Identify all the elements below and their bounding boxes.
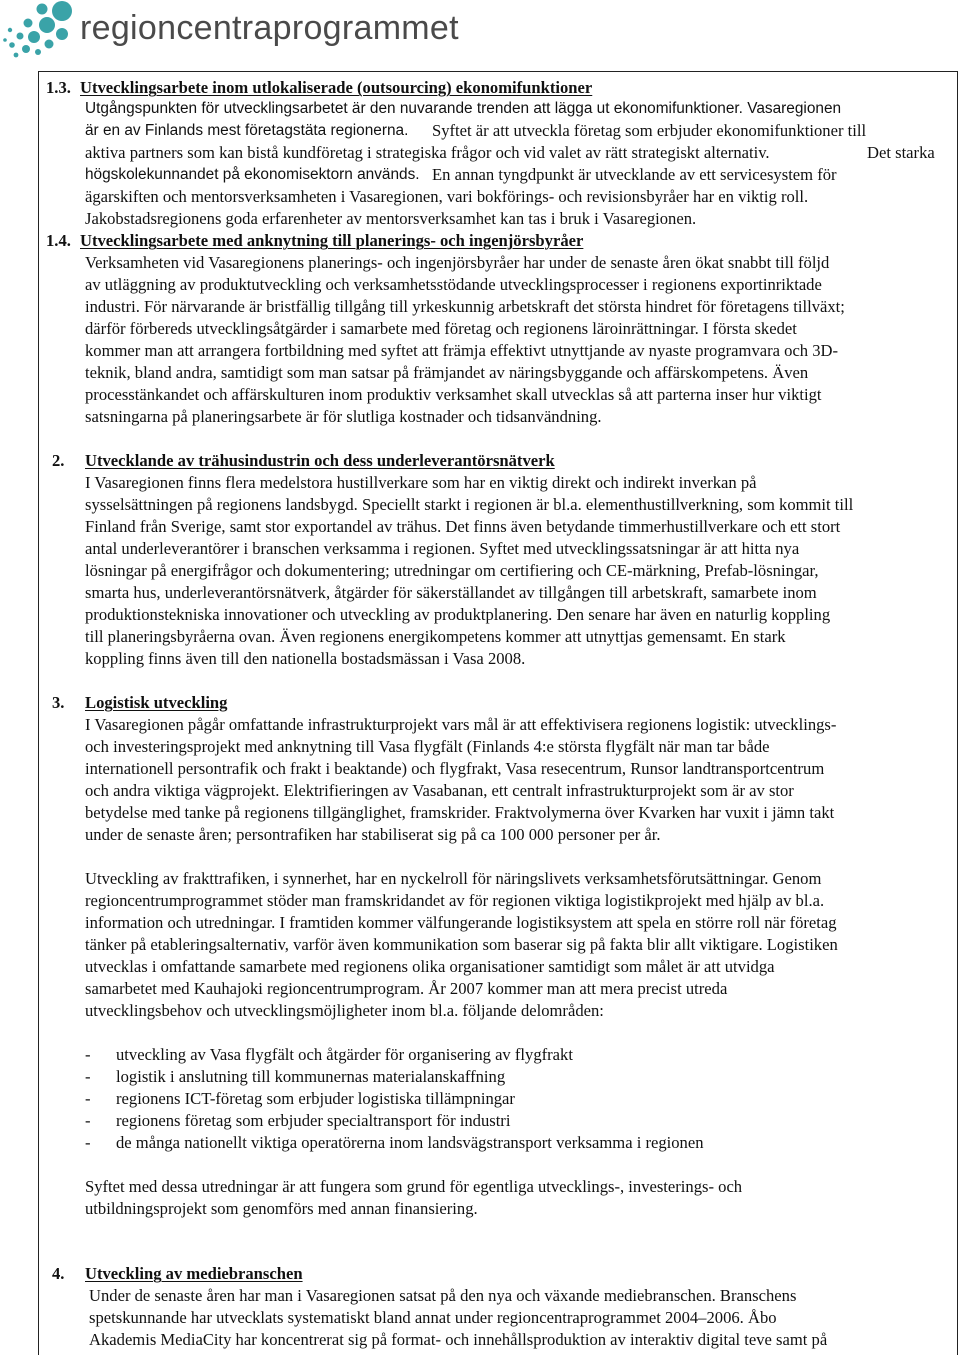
paragraph-line: samarbetet med Kauhajoki regioncentrumprogram. År 2007 kommer man att mera precist utreda xyxy=(85,979,728,998)
section-number: 3. xyxy=(52,693,65,712)
paragraph-line: och andra viktiga vägprojekt. Elektrifieringen av Vasabanan, ett centralt infrastrukturprojekt som är av stor xyxy=(85,781,794,800)
paragraph-line: högskolekunnandet på ekonomisektorn används. xyxy=(85,166,420,183)
paragraph-line: av utläggning av produktutveckling och verksamhetsstödande utvecklingsprocesser i regionens exportinriktade xyxy=(85,275,822,294)
paragraph-line: under de senaste åren; persontrafiken har stabiliserat sig på ca 100 000 personer per år. xyxy=(85,825,661,844)
paragraph-line: ägarskiften och mentorsverksamheten i Vasaregionen, vari bokförings- och revisionsbyråer har en viktig roll. xyxy=(85,187,809,206)
paragraph-line: processtänkandet och affärskulturen inom produktiv verksamhet skall utvecklas så att parterna inser hur viktigt xyxy=(85,385,822,404)
paragraph-line: Syftet är att utveckla företag som erbjuder ekonomifunktioner till xyxy=(432,121,867,140)
paragraph-line: Verksamheten vid Vasaregionens planerings- och ingenjörsbyråer har under de senaste åren ökat snabbt till följd xyxy=(85,253,830,272)
paragraph-line: information och utredningar. I framtiden kommer välfungerande logistiksystem att spela en större roll när företag xyxy=(85,913,837,932)
section-number: 4. xyxy=(52,1264,65,1283)
paragraph-line: utvecklingsbehov och utvecklingsmöjligheter inom bl.a. följande delområden: xyxy=(85,1001,604,1020)
list-item: de många nationellt viktiga operatörerna inom landsvägstransport verksamma i regionen xyxy=(116,1133,704,1152)
paragraph-line: betydelse med tanke på regionens tillgänglighet, framskrider. Fraktvolymerna över Kvarken har vuxit i jämn takt xyxy=(85,803,835,822)
paragraph-line: till planeringsbyråerna ovan. Även regionens energikompetens kommer att utnyttjas gemensamt. En stark xyxy=(85,627,786,646)
section-number: 2. xyxy=(52,451,65,470)
bullet-marker: - xyxy=(85,1111,91,1130)
bullet-marker: - xyxy=(85,1045,91,1064)
paragraph-line: kommer man att arrangera fortbildning med syftet att främja effektivt utnyttjande av nyaste programvara och 3D- xyxy=(85,341,839,360)
paragraph-line: produktionstekniska innovationer och utveckling av produktplanering. Den senare har även en naturlig koppling xyxy=(85,605,831,624)
paragraph-line: koppling finns även till den nationella bostadsmässan i Vasa 2008. xyxy=(85,649,526,668)
list-item: logistik i anslutning till kommunernas materialanskaffning xyxy=(116,1067,506,1086)
paragraph-line: Syftet med dessa utredningar är att fungera som grund för egentliga utvecklings-, investerings- och xyxy=(85,1177,743,1196)
page-header xyxy=(0,0,960,62)
paragraph-line: Utgångspunkten för utvecklingsarbetet är den nuvarande trenden att lägga ut ekonomifunktioner. Vasaregionen xyxy=(85,100,842,117)
paragraph-line: Akademis MediaCity har koncentrerat sig på format- och innehållsproduktion av interaktiv digital teve samt på xyxy=(89,1330,828,1349)
list-item: utveckling av Vasa flygfält och åtgärder för organisering av flygfrakt xyxy=(116,1045,573,1064)
paragraph-line: Finland från Sverige, samt stor exportandel av trähus. Det finns även betydande timmerhustillverkare och ett stort xyxy=(85,517,841,536)
paragraph-line: därför förbereds utvecklingsåtgärder i samarbete med företag och regionens läroinrättningar. I första skedet xyxy=(85,319,797,338)
section-heading: Utveckling av mediebranschen xyxy=(85,1264,303,1283)
bullet-marker: - xyxy=(85,1133,91,1152)
paragraph-line: lösningar på energifrågor och dokumentering; utredningar om certifiering och CE-märkning, Prefab-lösningar, xyxy=(85,561,819,580)
bullet-marker: - xyxy=(85,1089,91,1108)
paragraph-line: teknik, bland andra, samtidigt som man satsar på främjandet av näringsbyggande och affärskompetens. Även xyxy=(85,363,809,382)
paragraph-line: smarta hus, underleverantörsnätverk, åtgärder för säkerställandet av tillgången till arbetskraft, samarbete inom xyxy=(85,583,817,602)
paragraph-line: internationell persontrafik och frakt i beaktande) och flygfrakt, Vasa resecentrum, Runsor landtransportcentrum xyxy=(85,759,825,778)
bullet-marker: - xyxy=(85,1067,91,1086)
section-number: 1.3. xyxy=(46,78,71,97)
logo-wordmark: regioncentraprogrammet xyxy=(80,9,459,47)
section-heading: Utvecklingsarbete med anknytning till planerings- och ingenjörsbyråer xyxy=(80,231,584,250)
paragraph-line: spetskunnande har utvecklats systematiskt bland annat under regioncentraprogrammet 2004–2006. Åbo xyxy=(89,1308,777,1327)
list-item: regionens ICT-företag som erbjuder logistiska tillämpningar xyxy=(116,1089,515,1108)
section-heading: Utvecklande av trähusindustrin och dess underleverantörsnätverk xyxy=(85,451,555,470)
paragraph-line: tänker på etableringsalternativ, varför även kommunikation som baserar sig på fakta blir allt viktigare. Logistiken xyxy=(85,935,838,954)
paragraph-line: är en av Finlands mest företagstäta regionerna. xyxy=(85,122,409,139)
paragraph-line: I Vasaregionen finns flera medelstora hustillverkare som har en viktig direkt och indirekt inverkan på xyxy=(85,473,757,492)
paragraph-line: Under de senaste åren har man i Vasaregionen satsat på den nya och växande mediebranschen. Branschens xyxy=(89,1286,797,1305)
paragraph-line: Utveckling av frakttrafiken, i synnerhet, har en nyckelroll för näringslivets verksamhetsförutsättningar. Genom xyxy=(85,869,822,888)
section-heading: Logistisk utveckling xyxy=(85,693,228,712)
paragraph-line: utbildningsprojekt som genomförs med annan finansiering. xyxy=(85,1199,478,1218)
list-item: regionens företag som erbjuder specialtransport för industri xyxy=(116,1111,511,1130)
paragraph-line: aktiva partners som kan bistå kundföretag i strategiska frågor och vid valet av rätt strategiskt alternativ. xyxy=(85,143,770,162)
paragraph-line: och investeringsprojekt med anknytning till Vasa flygfält (Finlands 4:e största flygfält när man tar både xyxy=(85,737,770,756)
paragraph-line: En annan tyngdpunkt är utvecklande av ett servicesystem för xyxy=(432,165,837,184)
paragraph-line: regioncentrumprogrammet stöder man framskridandet av för regionen viktiga logistikprojekt med hjälp av bl.a. xyxy=(85,891,825,910)
paragraph-line: utvecklas i omfattande samarbete med regionens olika organisationer samtidigt som målet är att utvidga xyxy=(85,957,775,976)
paragraph-line: I Vasaregionen pågår omfattande infrastrukturprojekt vars mål är att effektivisera regionens logistik: utvecklings- xyxy=(85,715,837,734)
paragraph-line: industri. För närvarande är bristfällig tillgång till yrkeskunnig arbetskraft det största hindret för företagens tillväxt; xyxy=(85,297,845,316)
section-number: 1.4. xyxy=(46,231,71,250)
section-heading: Utvecklingsarbete inom utlokaliserade (outsourcing) ekonomifunktioner xyxy=(80,78,593,97)
paragraph-line: satsningarna på planeringsarbete är för slutliga kostnader och tidsanvändning. xyxy=(85,407,602,426)
paragraph-line: antal underleverantörer i branschen verksamma i regionen. Syftet med utvecklingssatsningar är att hitta nya xyxy=(85,539,800,558)
paragraph-line: sysselsättningen på regionens landsbygd. Speciellt starkt i regionen är bl.a. elementhustillverkning, som kommit till xyxy=(85,495,854,514)
paragraph-line: Jakobstadsregionens goda erfarenheter av mentorsverksamhet kan tas i bruk i Vasaregionen. xyxy=(85,209,697,228)
logo-dots-icon xyxy=(0,0,78,60)
paragraph-line: Det starka xyxy=(867,143,935,162)
